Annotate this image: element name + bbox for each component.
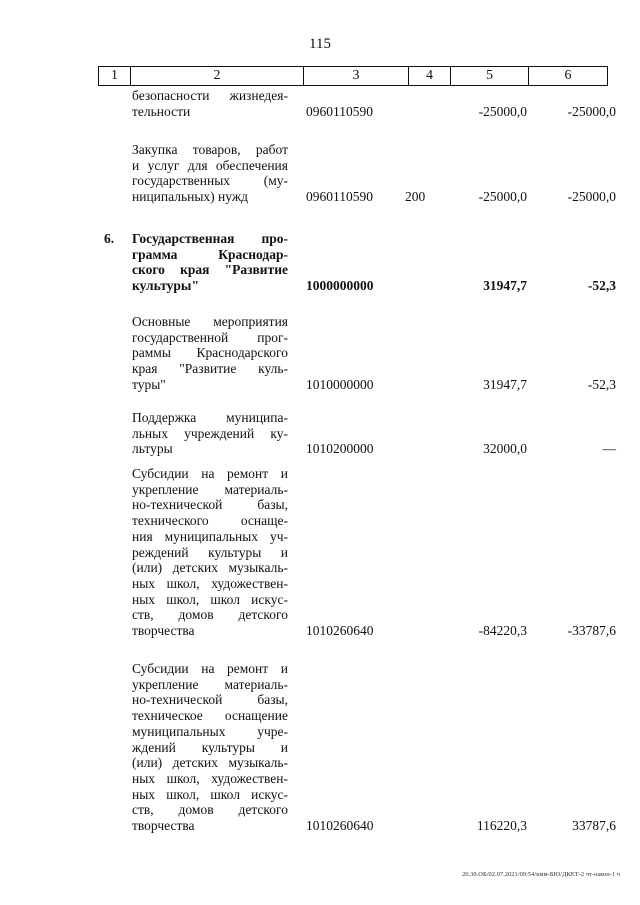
- row-number: 6.: [104, 231, 115, 246]
- row-sum-col6: -52,3: [587, 376, 616, 392]
- table-header: [98, 66, 608, 86]
- row-name: [132, 466, 288, 639]
- header-col-4: 4: [409, 67, 451, 85]
- row-name-line: укрепление материаль-: [132, 481, 288, 497]
- row-name-line: укрепление материаль-: [132, 676, 288, 692]
- header-col-5: 5: [451, 67, 529, 85]
- row-name-line: реждений культуры и: [132, 544, 288, 560]
- row-name-line: и услуг для обеспечения: [132, 157, 288, 173]
- row-sum-col5: 116220,3: [476, 818, 527, 833]
- row-name: [132, 88, 288, 119]
- row-name-line: ния муниципальных уч-: [132, 528, 288, 544]
- row-name-line: государственных (му-: [132, 173, 288, 189]
- page-number: 115: [309, 36, 331, 52]
- row-sum-col5: -25000,0: [478, 103, 527, 119]
- footer-stamp: 20.30.ОБ/02.07.2021/09:54/кмм-БЮ/ДКЕТ-2 чт-оакоп-1 ч: [462, 871, 620, 878]
- row-name-line: Поддержка муниципа-: [132, 410, 288, 425]
- row-name-line: раммы Краснодарского: [132, 345, 288, 361]
- row-name-line: Основные мероприятия: [132, 314, 288, 329]
- row-sum-col5: -84220,3: [478, 623, 527, 638]
- row-sum-col6: —: [602, 441, 616, 457]
- row-name-line: ных школ, художествен-: [132, 575, 288, 591]
- row-sum-col6: 33787,6: [572, 818, 616, 833]
- row-sum-col5: 32000,0: [483, 441, 527, 457]
- row-code: 1000000000: [306, 278, 374, 294]
- header-col-6: 6: [564, 68, 572, 83]
- row-name-line: (или) детских музыкаль-: [132, 755, 288, 771]
- row-name: [132, 314, 288, 393]
- row-sum-col6: -33787,6: [567, 623, 616, 638]
- row-name-line: государственной прог-: [132, 329, 288, 345]
- row-name-line: безопасности жизнедея-: [132, 88, 288, 103]
- row-name: [132, 142, 288, 205]
- row-name-line: грамма Краснодар-: [132, 246, 288, 262]
- header-col-1: 1: [99, 67, 131, 85]
- row-name-line: льтуры: [132, 441, 173, 457]
- row-name-line: творчества: [132, 818, 195, 834]
- row-code: 0960110590: [306, 189, 373, 205]
- row-name-line: (или) детских музыкаль-: [132, 560, 288, 576]
- row-name-line: Субсидии на ремонт и: [132, 661, 288, 676]
- row-name-line: ждений культуры и: [132, 739, 288, 755]
- row-name-line: ных школ, художествен-: [132, 770, 288, 786]
- row-name-line: туры": [132, 376, 166, 392]
- row-name-line: тельности: [132, 103, 191, 119]
- row-name-line: льных учреждений ку-: [132, 425, 288, 441]
- row-sum-col6: -52,3: [587, 278, 616, 294]
- row-name-line: ского края "Развитие: [132, 262, 288, 278]
- row-name-line: культуры": [132, 278, 199, 294]
- row-name-line: технического оснаще-: [132, 513, 288, 529]
- row-name-line: края "Развитие куль-: [132, 361, 288, 377]
- row-expense-type: 200: [405, 189, 426, 205]
- row-name-line: ных школ, школ искус-: [132, 591, 288, 607]
- row-sum-col5: -25000,0: [478, 189, 527, 205]
- row-name-line: ств, домов детского: [132, 607, 288, 623]
- row-code: 1010200000: [306, 441, 374, 457]
- row-name-line: ств, домов детского: [132, 802, 288, 818]
- header-col-2: 2: [131, 67, 304, 85]
- row-name-line: творчества: [132, 623, 195, 639]
- row-sum-col5: 31947,7: [483, 376, 527, 392]
- row-name-line: Закупка товаров, работ: [132, 142, 288, 157]
- row-name: [132, 410, 288, 457]
- row-name-line: Государственная про-: [132, 231, 288, 246]
- row-code: 1010260640: [306, 818, 374, 833]
- row-code: 1010260640: [306, 623, 374, 638]
- row-sum-col5: 31947,7: [483, 278, 527, 294]
- row-name-line: Субсидии на ремонт и: [132, 466, 288, 481]
- row-name-line: техническое оснащение: [132, 708, 288, 724]
- row-sum-col6: -25000,0: [567, 189, 616, 205]
- row-name-line: но-технической базы,: [132, 692, 288, 708]
- row-code: 0960110590: [306, 103, 373, 119]
- row-name-line: но-технической базы,: [132, 497, 288, 513]
- header-col-3: 3: [304, 67, 409, 85]
- row-name-line: ных школ, школ искус-: [132, 786, 288, 802]
- row-name: [132, 661, 288, 834]
- row-name-line: ниципальных) нужд: [132, 189, 249, 205]
- row-name-line: муниципальных учре-: [132, 723, 288, 739]
- row-sum-col6: -25000,0: [567, 103, 616, 119]
- row-code: 1010000000: [306, 376, 374, 392]
- row-name: [132, 231, 288, 294]
